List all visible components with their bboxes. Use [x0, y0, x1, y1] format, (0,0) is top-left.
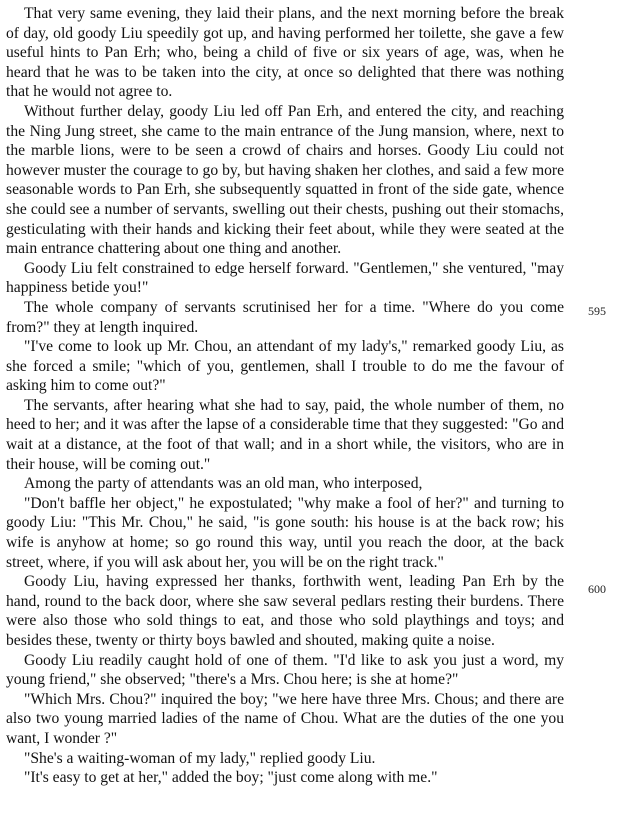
paragraph-7: Among the party of attendants was an old man, who interposed, — [24, 475, 423, 493]
paragraph-5: "I've come to look up Mr. Chou, an attendant of my lady's," remarked goody Liu, as she forced a smile; "which of you, gentlemen, shall I trouble to do me the favour of asking him to come out?" — [6, 338, 564, 395]
paragraph-11: "Which Mrs. Chou?" inquired the boy; "we here have three Mrs. Chous; and there are also two young married ladies of the name of Chou. What are the duties of the one you want, I wonder ?" — [6, 690, 564, 747]
paragraph-2: Without further delay, goody Liu led off Pan Erh, and entered the city, and reaching the Ning Jung street, she came to the main entrance of the Jung mansion, where, next to the marble lions, were to be seen a crowd of chairs and horses. Goody Liu could not however muster the courage to go by, but having shaken her clothes, and said a few more seasonable words to Pan Erh, she subsequently squatted in front of the side gate, whence she could see a number of servants, swelling out their chests, pushing out their stomachs, gesticulating with their hands and kicking their feet about, while they were seated at the main entrance chattering about one thing and another. — [6, 102, 564, 258]
paragraph-4: The whole company of servants scrutinised her for a time. "Where do you come from?" they at length inquired. — [6, 298, 564, 336]
line-number-600: 600 — [588, 582, 606, 596]
line-number-595: 595 — [588, 304, 606, 318]
paragraph-6: The servants, after hearing what she had to say, paid, the whole number of them, no heed to her; and it was after the lapse of a considerable time that they suggested: "Go and wait at a distance, at the foot of that wall; and in a short while, the visitors, who are in their house, will be coming out." — [6, 396, 564, 473]
body-text — [6, 4, 564, 788]
paragraph-13: "It's easy to get at her," added the boy; "just come along with me." — [24, 769, 438, 787]
paragraph-8: "Don't baffle her object," he expostulated; "why make a fool of her?" and turning to goody Liu: "This Mr. Chou," he said, "is gone south: his house is at the back row; his wife is anyhow at home; so go round this way, until you reach the door, at the back street, where, if you will ask about her, you will be on the right track." — [6, 494, 564, 571]
paragraph-10: Goody Liu readily caught hold of one of them. "I'd like to ask you just a word, my young friend," she observed; "there's a Mrs. Chou here; is she at home?" — [6, 651, 564, 689]
paragraph-3: Goody Liu felt constrained to edge herself forward. "Gentlemen," she ventured, "may happiness betide you!" — [6, 259, 564, 297]
paragraph-1: That very same evening, they laid their plans, and the next morning before the break of day, old goody Liu speedily got up, and having performed her toilette, she gave a few useful hints to Pan Erh; who, being a child of five or six years of age, was, when he heard that he was to be taken into the city, at once so delighted that there was nothing that he would not agree to. — [6, 5, 564, 101]
paragraph-9: Goody Liu, having expressed her thanks, forthwith went, leading Pan Erh by the hand, round to the back door, where she saw several pedlars resting their burdens. There were also those who sold things to eat, and those who sold playthings and toys; and besides these, twenty or thirty boys bawled and shouted, making quite a noise. — [6, 573, 564, 649]
paragraph-12: "She's a waiting-woman of my lady," replied goody Liu. — [24, 749, 376, 767]
